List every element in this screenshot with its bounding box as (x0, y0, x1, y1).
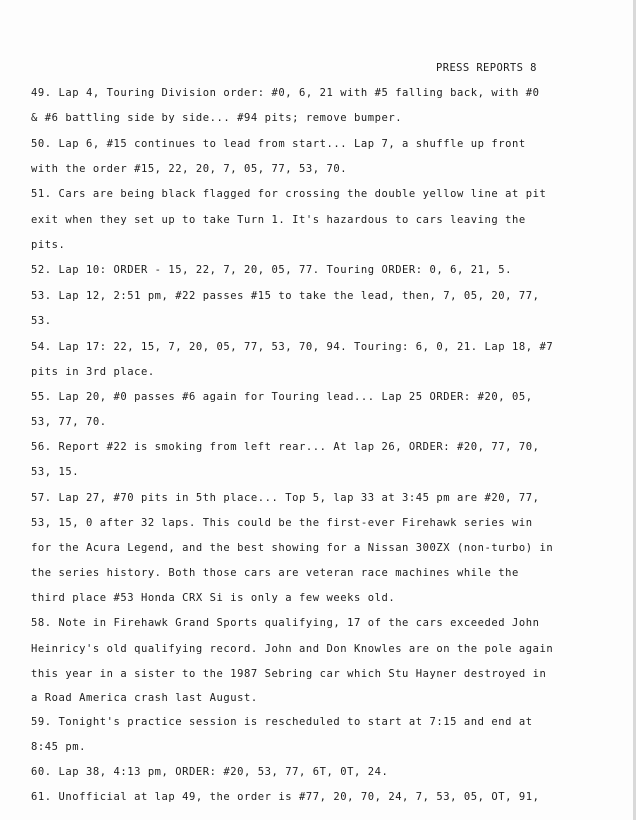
text-line: 54. Lap 17: 22, 15, 7, 20, 05, 77, 53, 70, 94. Touring: 6, 0, 21. Lap 18, #7 (31, 341, 554, 353)
text-line: pits. (31, 239, 66, 251)
text-line: 52. Lap 10: ORDER - 15, 22, 7, 20, 05, 77. Touring ORDER: 0, 6, 21, 5. (31, 264, 513, 276)
text-line: for the Acura Legend, and the best showing for a Nissan 300ZX (non-turbo) in (31, 542, 554, 554)
text-line: the series history. Both those cars are veteran race machines while the (31, 567, 519, 579)
text-line: 51. Cars are being black flagged for crossing the double yellow line at pit (31, 188, 547, 200)
text-line: 50. Lap 6, #15 continues to lead from start... Lap 7, a shuffle up front (31, 138, 526, 150)
text-line: & #6 battling side by side... #94 pits; remove bumper. (31, 112, 403, 124)
text-line: 8:45 pm. (31, 741, 86, 753)
text-line: 53. Lap 12, 2:51 pm, #22 passes #15 to take the lead, then, 7, 05, 20, 77, (31, 290, 540, 302)
text-line: 53. (31, 315, 52, 327)
text-line: 60. Lap 38, 4:13 pm, ORDER: #20, 53, 77, 6T, 0T, 24. (31, 766, 389, 778)
text-line: 55. Lap 20, #0 passes #6 again for Touring lead... Lap 25 ORDER: #20, 05, (31, 391, 533, 403)
text-line: Heinricy's old qualifying record. John and Don Knowles are on the pole again (31, 643, 554, 655)
page-header: PRESS REPORTS 8 (436, 62, 537, 74)
text-line: pits in 3rd place. (31, 366, 155, 378)
text-line: a Road America crash last August. (31, 692, 258, 704)
text-line: 58. Note in Firehawk Grand Sports qualifying, 17 of the cars exceeded John (31, 617, 540, 629)
text-line: 56. Report #22 is smoking from left rear... At lap 26, ORDER: #20, 77, 70, (31, 441, 540, 453)
text-line: exit when they set up to take Turn 1. It's hazardous to cars leaving the (31, 214, 526, 226)
text-line: with the order #15, 22, 20, 7, 05, 77, 53, 70. (31, 163, 348, 175)
text-line: this year in a sister to the 1987 Sebring car which Stu Hayner destroyed in (31, 668, 547, 680)
text-line: third place #53 Honda CRX Si is only a few weeks old. (31, 592, 396, 604)
text-line: 53, 15. (31, 466, 80, 478)
text-line: 49. Lap 4, Touring Division order: #0, 6, 21 with #5 falling back, with #0 (31, 87, 540, 99)
text-line: 61. Unofficial at lap 49, the order is #77, 20, 70, 24, 7, 53, 05, OT, 91, (31, 791, 540, 803)
text-line: 57. Lap 27, #70 pits in 5th place... Top 5, lap 33 at 3:45 pm are #20, 77, (31, 492, 540, 504)
text-line: 53, 77, 70. (31, 416, 107, 428)
text-line: 53, 15, 0 after 32 laps. This could be the first-ever Firehawk series win (31, 517, 533, 529)
text-line: 59. Tonight's practice session is rescheduled to start at 7:15 and end at (31, 716, 533, 728)
